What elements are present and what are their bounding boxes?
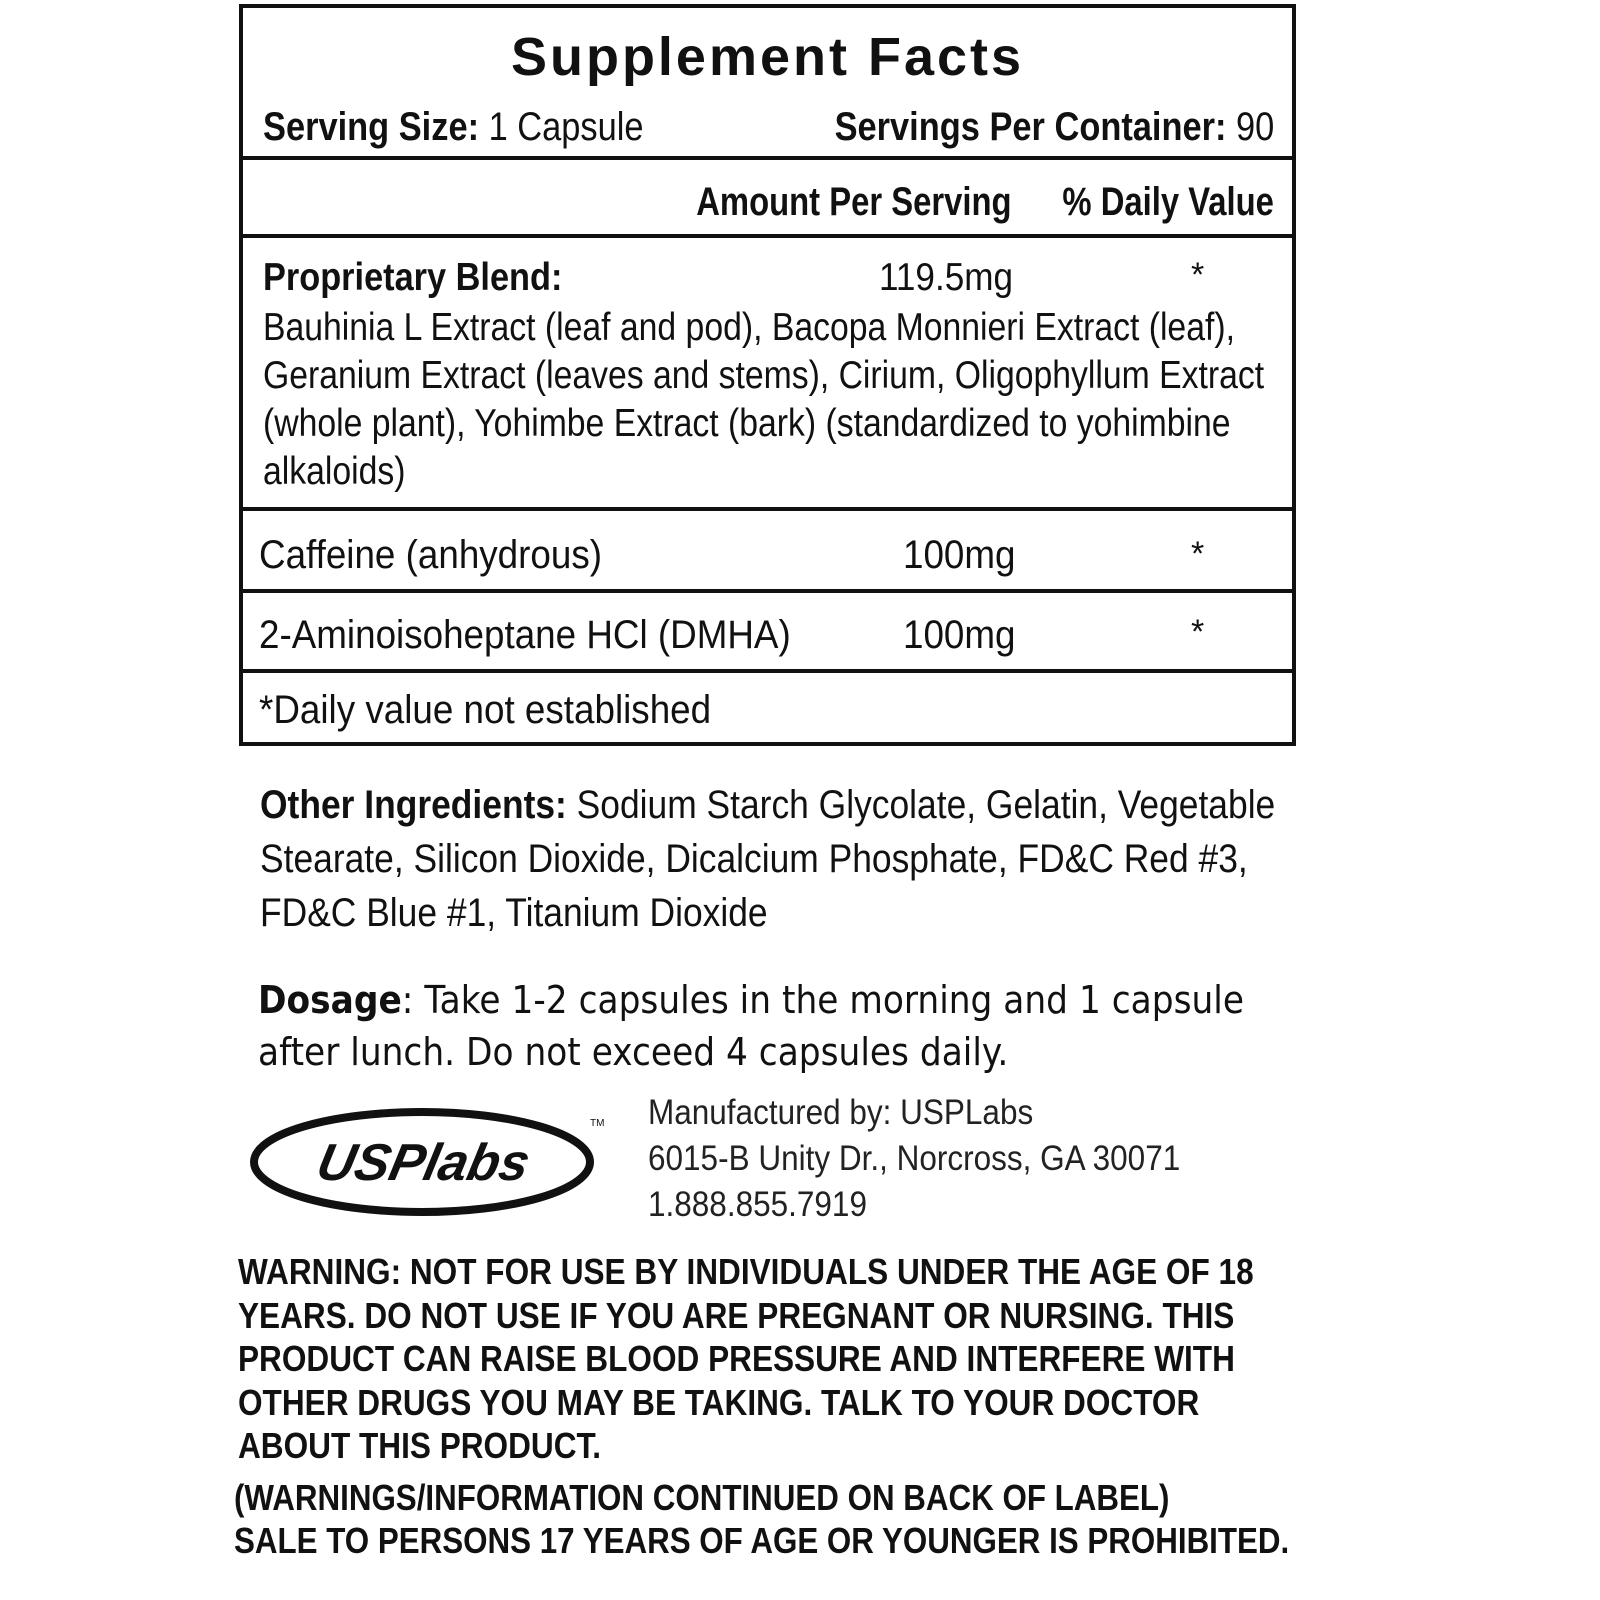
ingredient-name: Caffeine (anhydrous) — [259, 533, 602, 577]
serving-size-value: 1 Capsule — [488, 105, 644, 149]
sale-restriction: SALE TO PERSONS 17 YEARS OF AGE OR YOUNGER IS PROHIBITED. — [234, 1520, 1290, 1561]
other-ingredients — [260, 778, 1300, 940]
divider — [243, 589, 1292, 593]
column-header-daily-value: % Daily Value — [1062, 180, 1274, 224]
serving-size — [263, 105, 644, 150]
ingredient-daily-value: * — [1191, 613, 1205, 651]
panel-title: Supplement Facts — [510, 27, 1025, 87]
logo-wordmark: USPlabs — [311, 1133, 536, 1192]
continued-notice: (WARNINGS/INFORMATION CONTINUED ON BACK OF LABEL) — [234, 1477, 1170, 1518]
manufacturer-phone: 1.888.855.7919 — [648, 1185, 867, 1224]
ingredient-name: 2-Aminoisoheptane HCl (DMHA) — [259, 613, 791, 657]
warning-continued — [234, 1476, 1295, 1562]
proprietary-blend-amount: 119.5mg — [879, 256, 1014, 299]
ingredient-amount: 100mg — [903, 533, 1016, 577]
ingredient-daily-value: * — [1191, 535, 1205, 573]
manufacturer-name: Manufactured by: USPLabs — [648, 1093, 1034, 1132]
divider — [243, 669, 1292, 673]
column-header-amount: Amount Per Serving — [696, 180, 1012, 224]
other-ingredients-label: Other Ingredients: — [260, 783, 567, 827]
proprietary-blend-label: Proprietary Blend: — [263, 256, 563, 299]
manufacturer-info — [648, 1090, 1180, 1228]
dosage-text: Take 1-2 capsules in the morning and 1 capsule after lunch. Do not exceed 4 capsules daily. — [258, 978, 1244, 1074]
supplement-facts-panel — [239, 4, 1296, 746]
serving-size-label: Serving Size: — [263, 105, 480, 149]
divider — [243, 156, 1292, 160]
divider — [243, 507, 1292, 511]
servings-per-container-label: Servings Per Container: — [834, 105, 1227, 149]
trademark-symbol: TM — [590, 1118, 605, 1129]
dosage: Dosage: Take 1-2 capsules in the morning and 1 capsule after lunch. Do not exceed 4 capsules daily. — [258, 978, 1244, 1074]
daily-value-footnote: *Daily value not established — [259, 688, 712, 732]
divider — [243, 234, 1292, 238]
servings-per-container — [834, 105, 1274, 150]
proprietary-blend-ingredients: Bauhinia L Extract (leaf and pod), Bacopa Monnieri Extract (leaf), Geranium Extract (leaves and stems), Cirium, Oligophyllum Extract (whole plant), Yohimbe Extract (bark) (standardized to yohimbine alkaloids) — [263, 306, 1265, 493]
usplabs-logo-icon — [250, 1104, 610, 1216]
dosage-label: Dosage — [258, 978, 402, 1022]
servings-per-container-value: 90 — [1235, 105, 1274, 149]
proprietary-blend-daily-value: * — [1191, 256, 1205, 294]
manufacturer-address: 6015-B Unity Dr., Norcross, GA 30071 — [648, 1139, 1181, 1178]
ingredient-amount: 100mg — [903, 613, 1016, 657]
other-ingredients-text: Sodium Starch Glycolate, Gelatin, Vegetable Stearate, Silicon Dioxide, Dicalcium Phosphate, FD&C Red #3, FD&C Blue #1, Titanium Dioxide — [260, 783, 1276, 935]
warning-text: WARNING: NOT FOR USE BY INDIVIDUALS UNDER THE AGE OF 18 YEARS. DO NOT USE IF YOU ARE PREGNANT OR NURSING. THIS PRODUCT CAN RAISE BLOOD PRESSURE AND INTERFERE WITH OTHER DRUGS YOU MAY BE TAKING. TALK TO YOUR DOCTOR ABOUT THIS PRODUCT. — [238, 1251, 1254, 1466]
usplabs-logo — [250, 1104, 610, 1216]
